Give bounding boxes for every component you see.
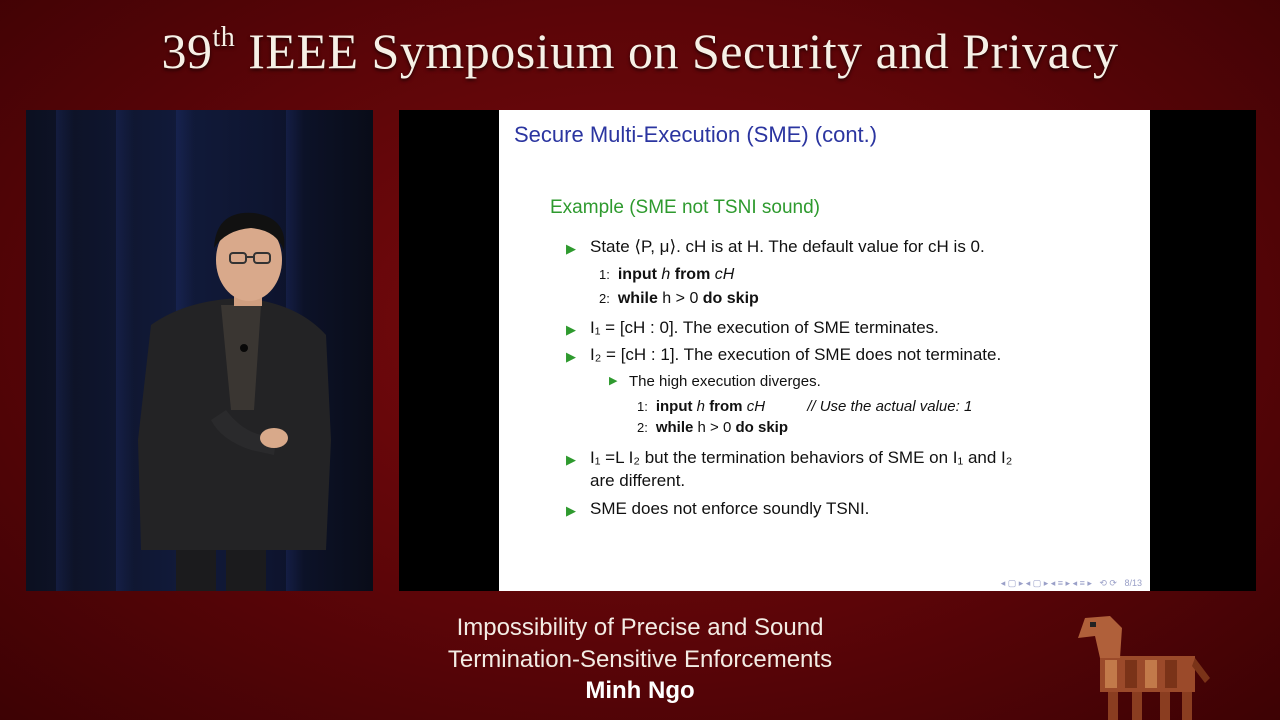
slide-frame <box>399 110 1256 591</box>
bullet-i1: I₁ = [cH : 0]. The execution of SME terminates. <box>590 318 939 337</box>
bullet-termination-line1: I₁ =L I₂ but the termination behaviors of SME on I₁ and I₂ <box>590 448 1013 467</box>
keyword: do skip <box>735 419 788 436</box>
code-text: cH <box>742 398 766 415</box>
code-comment: // Use the actual value: 1 <box>807 398 973 415</box>
author-name: Minh Ngo <box>585 677 695 704</box>
conference-name: IEEE Symposium on Security and Privacy <box>248 23 1119 79</box>
slide-navigation <box>1001 578 1142 589</box>
line-number: 1: <box>637 399 648 414</box>
bullet-triangle-icon: ▶ <box>566 452 576 467</box>
keyword: from <box>709 398 743 415</box>
speaker-figure <box>26 110 373 591</box>
code-text: h > 0 <box>657 290 703 307</box>
code-text: cH <box>710 266 735 283</box>
bullet-triangle-icon: ▶ <box>566 503 576 518</box>
subbullet-triangle-icon: ▶ <box>609 375 618 387</box>
keyword: from <box>674 266 711 283</box>
keyword: while <box>655 419 694 436</box>
speaker-video <box>26 110 373 591</box>
keyword: input <box>655 398 693 415</box>
subbullet-diverges: The high execution diverges. <box>629 373 821 390</box>
slide <box>499 110 1150 591</box>
talk-title-line1: Impossibility of Precise and Sound <box>456 614 824 641</box>
keyword: input <box>617 266 657 283</box>
code-line-2 <box>599 290 759 308</box>
code-text: h <box>692 398 710 415</box>
code-line-1 <box>599 266 734 284</box>
bullet-triangle-icon: ▶ <box>566 241 576 256</box>
bullet-termination-line2: are different. <box>590 471 686 490</box>
talk-title-line2: Termination-Sensitive Enforcements <box>447 646 833 673</box>
conference-number-suffix: th <box>212 22 236 53</box>
code-text: h > 0 <box>693 419 736 436</box>
code-text: h <box>656 266 675 283</box>
line-number: 2: <box>637 420 648 435</box>
bullet-state: State ⟨P, μ⟩. cH is at H. The default value for cH is 0. <box>590 237 985 256</box>
conference-number: 39 <box>161 23 213 79</box>
code2-line-1 <box>637 398 972 415</box>
example-title: Example (SME not TSNI sound) <box>550 197 820 218</box>
line-number: 1: <box>599 267 610 282</box>
line-number: 2: <box>599 291 610 306</box>
slide-page-number: 8/13 <box>1124 578 1142 588</box>
nav-icons: ◂ ▢ ▸ ◂ ▢ ▸ ◂ ≡ ▸ ◂ ≡ ▸ ⟲ ⟳ <box>1000 578 1122 588</box>
bullet-i2: I₂ = [cH : 1]. The execution of SME does not terminate. <box>590 345 1002 364</box>
conference-title <box>0 22 1280 80</box>
keyword: while <box>617 290 658 307</box>
bullet-triangle-icon: ▶ <box>566 322 576 337</box>
bullet-sme-tsni: SME does not enforce soundly TSNI. <box>590 499 870 518</box>
trojan-horse-logo-icon <box>1060 608 1220 720</box>
code2-line-2 <box>637 419 788 436</box>
slide-title: Secure Multi-Execution (SME) (cont.) <box>514 122 878 147</box>
bullet-triangle-icon: ▶ <box>566 349 576 364</box>
keyword: do skip <box>702 290 759 307</box>
